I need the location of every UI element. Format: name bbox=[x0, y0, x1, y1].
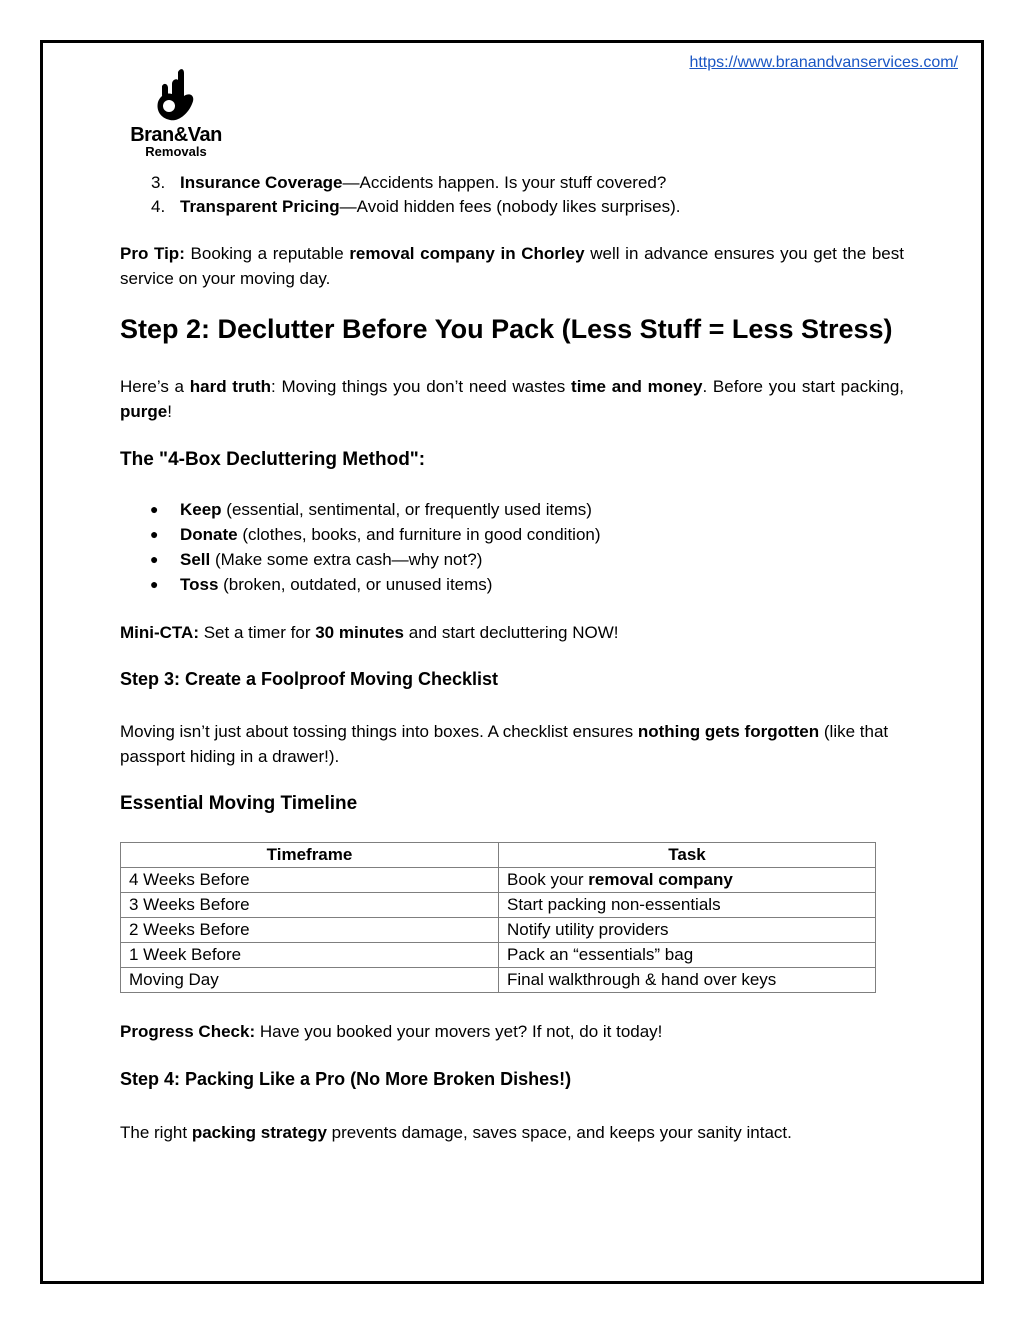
text: Moving isn’t just about tossing things into boxes. A checklist ensures bbox=[120, 722, 638, 741]
text: Set a timer for bbox=[199, 623, 316, 642]
bullet-icon: ● bbox=[150, 526, 159, 542]
list-number: 3. bbox=[151, 173, 166, 192]
text-bold: time and money bbox=[571, 377, 703, 396]
list-item-text: —Avoid hidden fees (nobody likes surprises). bbox=[339, 197, 681, 216]
list-item bbox=[180, 170, 666, 195]
logo-subtitle: Removals bbox=[145, 144, 207, 159]
progress-check bbox=[120, 1019, 904, 1044]
logo-name: Bran&Van bbox=[130, 124, 222, 146]
step2-heading: Step 2: Declutter Before You Pack (Less Stuff = Less Stress) bbox=[120, 314, 893, 344]
bullet-icon: ● bbox=[150, 576, 159, 592]
text: (clothes, books, and furniture in good condition) bbox=[237, 525, 601, 544]
table-row bbox=[121, 968, 876, 993]
step2-paragraph bbox=[120, 374, 904, 424]
pro-tip-keyword: removal company in Chorley bbox=[349, 244, 585, 263]
ok-hand-icon bbox=[126, 66, 226, 126]
text-bold: Keep bbox=[180, 500, 222, 519]
text-bold: purge bbox=[120, 402, 168, 421]
table-cell: 1 Week Before bbox=[121, 943, 499, 968]
step4-paragraph bbox=[120, 1120, 904, 1145]
text: prevents damage, saves space, and keeps your sanity intact. bbox=[326, 1123, 792, 1142]
text-bold: 30 minutes bbox=[315, 623, 405, 642]
list-item bbox=[151, 194, 165, 219]
column-header: Task bbox=[499, 843, 876, 868]
list-item bbox=[151, 170, 165, 195]
pro-tip-text: well in advance ensures you get the best service on your moving day. bbox=[120, 244, 904, 288]
text-bold: Donate bbox=[180, 525, 238, 544]
bullet-icon: ● bbox=[150, 551, 159, 567]
text-bold: Toss bbox=[180, 575, 219, 594]
text: Here’s a bbox=[120, 377, 190, 396]
list-item bbox=[180, 194, 680, 219]
table-cell: Final walkthrough & hand over keys bbox=[499, 968, 876, 993]
company-logo bbox=[126, 66, 226, 162]
bullet-icon: ● bbox=[150, 501, 159, 517]
text: (like that passport hiding in a drawer!). bbox=[120, 722, 889, 766]
text-bold: nothing gets forgotten bbox=[637, 722, 820, 741]
method-heading: The "4-Box Decluttering Method": bbox=[120, 449, 426, 470]
pro-tip bbox=[120, 241, 904, 291]
table-cell: Start packing non-essentials bbox=[499, 893, 876, 918]
table-cell: 2 Weeks Before bbox=[121, 918, 499, 943]
timeline-table bbox=[120, 842, 876, 993]
table-row bbox=[121, 943, 876, 968]
text: (essential, sentimental, or frequently used items) bbox=[221, 500, 592, 519]
text: Book your bbox=[507, 870, 589, 889]
table-cell: Pack an “essentials” bag bbox=[499, 943, 876, 968]
table-row bbox=[121, 893, 876, 918]
table-cell: 4 Weeks Before bbox=[121, 868, 499, 893]
text-bold: packing strategy bbox=[191, 1123, 327, 1142]
website-link[interactable]: https://www.branandvanservices.com/ bbox=[689, 54, 958, 71]
table-header-row bbox=[121, 843, 876, 868]
text: ! bbox=[167, 402, 172, 421]
text: (broken, outdated, or unused items) bbox=[218, 575, 493, 594]
pro-tip-text: Booking a reputable bbox=[184, 244, 350, 263]
column-header: Timeframe bbox=[121, 843, 499, 868]
table-row bbox=[121, 868, 876, 893]
step3-heading: Step 3: Create a Foolproof Moving Checklist bbox=[120, 669, 499, 689]
text-bold: Sell bbox=[180, 550, 211, 569]
table-cell: Notify utility providers bbox=[499, 918, 876, 943]
text: The right bbox=[120, 1123, 192, 1142]
text: . Before you start packing, bbox=[702, 377, 904, 396]
pro-tip-label: Pro Tip: bbox=[120, 244, 185, 263]
text: Have you booked your movers yet? If not, do it today! bbox=[255, 1022, 663, 1041]
text: (Make some extra cash—why not?) bbox=[210, 550, 483, 569]
progress-label: Progress Check: bbox=[120, 1022, 256, 1041]
mini-cta-label: Mini-CTA: bbox=[120, 623, 199, 642]
text-bold: removal company bbox=[588, 870, 733, 889]
text: and start decluttering NOW! bbox=[404, 623, 619, 642]
step4-heading: Step 4: Packing Like a Pro (No More Broken Dishes!) bbox=[120, 1069, 572, 1089]
list-item-title: Transparent Pricing bbox=[180, 197, 340, 216]
page-border bbox=[40, 40, 984, 1284]
table-cell: Moving Day bbox=[121, 968, 499, 993]
list-number: 4. bbox=[151, 197, 166, 216]
mini-cta bbox=[120, 620, 904, 645]
step3-paragraph bbox=[120, 719, 904, 769]
timeline-heading: Essential Moving Timeline bbox=[120, 793, 358, 814]
text: : Moving things you don’t need wastes bbox=[271, 377, 572, 396]
table-cell bbox=[499, 868, 876, 893]
table-row bbox=[121, 918, 876, 943]
list-item-text: —Accidents happen. Is your stuff covered? bbox=[342, 173, 667, 192]
table-cell: 3 Weeks Before bbox=[121, 893, 499, 918]
text-bold: hard truth bbox=[189, 377, 272, 396]
list-item-title: Insurance Coverage bbox=[180, 173, 343, 192]
